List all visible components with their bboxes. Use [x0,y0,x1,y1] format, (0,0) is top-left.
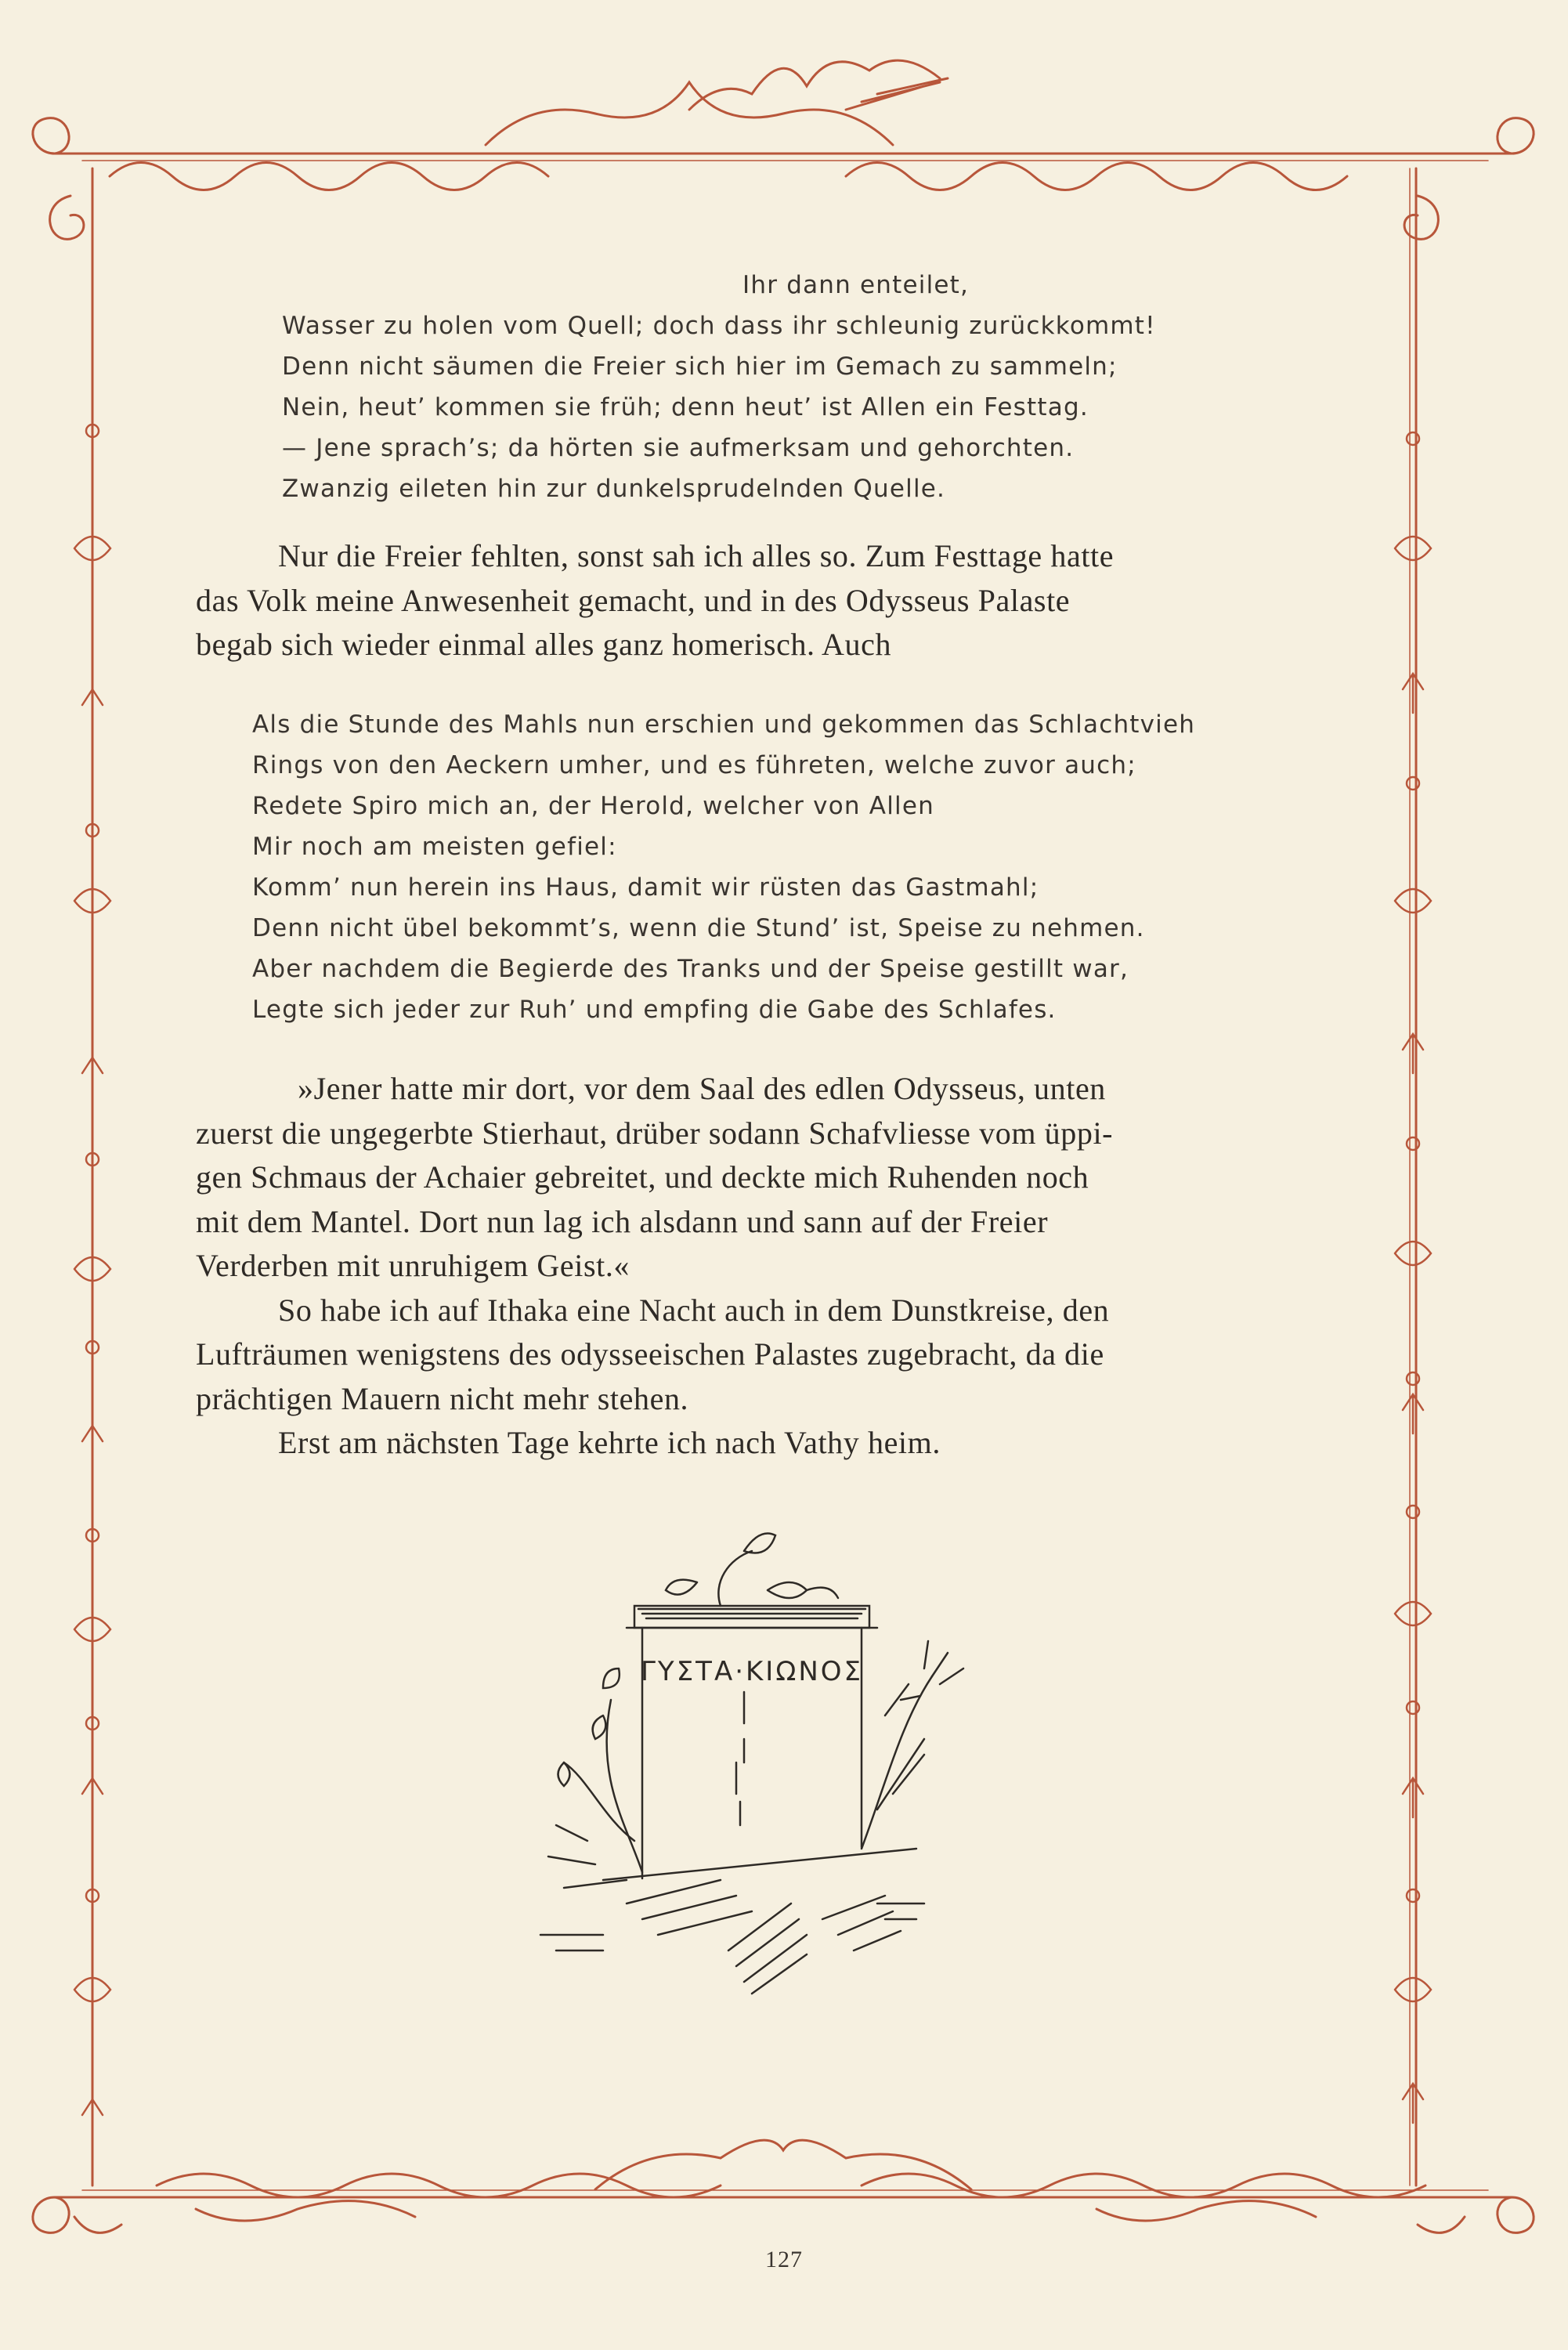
tomb-inscription: ΓΥΣΤΑ·ΚΙΩΝΟΣ [640,1656,864,1687]
page-number: 127 [765,2247,803,2272]
prose-line: mit dem Mantel. Dort nun lag ich alsdann und sann auf der Freier [196,1203,1049,1239]
verse-line: Denn nicht übel bekommt’s, wenn die Stund’ ist, Speise zu nehmen. [252,914,1145,942]
verse-line: Rings von den Aeckern umher, und es führeten, welche zuvor auch; [252,751,1136,779]
verse-line: Mir noch am meisten gefiel: [252,833,617,861]
prose-line: zuerst die ungegerbte Stierhaut, drüber sodann Schafvliesse vom üppi- [196,1115,1114,1151]
verse-line: Denn nicht säumen die Freier sich hier im Gemach zu sammeln; [282,352,1118,381]
prose-line: das Volk meine Anwesenheit gemacht, und in des Odysseus Palaste [196,582,1071,618]
verse-line: Ihr dann enteilet, [742,271,970,299]
verse-line: Legte sich jeder zur Ruh’ und empfing die Gabe des Schlafes. [252,996,1057,1024]
prose-line: So habe ich auf Ithaka eine Nacht auch in dem Dunstkreise, den [278,1292,1110,1328]
verse-line: Als die Stunde des Mahls nun erschien und gekommen das Schlachtvieh [252,710,1196,739]
verse-line: Zwanzig eileten hin zur dunkelsprudelnden Quelle. [282,475,946,503]
prose-line: prächtigen Mauern nicht mehr stehen. [196,1380,689,1416]
prose-line: Nur die Freier fehlten, sonst sah ich alles so. Zum Festtage hatte [278,538,1115,573]
verse-block-2 [252,704,1195,1030]
tombstone-illustration [509,1512,979,2013]
verse-line: Nein, heut’ kommen sie früh; denn heut’ ist Allen ein Festtag. [282,393,1089,421]
verse-line: Wasser zu holen vom Quell; doch dass ihr schleunig zurückkommt! [282,312,1156,340]
prose-line: »Jener hatte mir dort, vor dem Saal des edlen Odysseus, unten [298,1071,1106,1106]
verse-block-1 [282,265,1156,509]
prose-line: Verderben mit unruhigem Geist.« [196,1248,630,1283]
prose-line: Lufträumen wenigstens des odysseeischen Palastes zugebracht, da die [196,1336,1104,1372]
verse-line: — Jene sprach’s; da hörten sie aufmerksam und gehorchten. [282,434,1075,462]
prose-block-1 [196,534,1114,667]
prose-line: Erst am nächsten Tage kehrte ich nach Vathy heim. [278,1425,941,1460]
prose-line: begab sich wieder einmal alles ganz homerisch. Auch [196,627,892,662]
prose-line: gen Schmaus der Achaier gebreitet, und deckte mich Ruhenden noch [196,1159,1089,1195]
verse-line: Aber nachdem die Begierde des Tranks und der Speise gestillt war, [252,955,1129,983]
verse-line: Redete Spiro mich an, der Herold, welcher von Allen [252,792,934,820]
verse-line: Komm’ nun herein ins Haus, damit wir rüsten das Gastmahl; [252,873,1039,902]
prose-block-2 [196,1067,1113,1466]
